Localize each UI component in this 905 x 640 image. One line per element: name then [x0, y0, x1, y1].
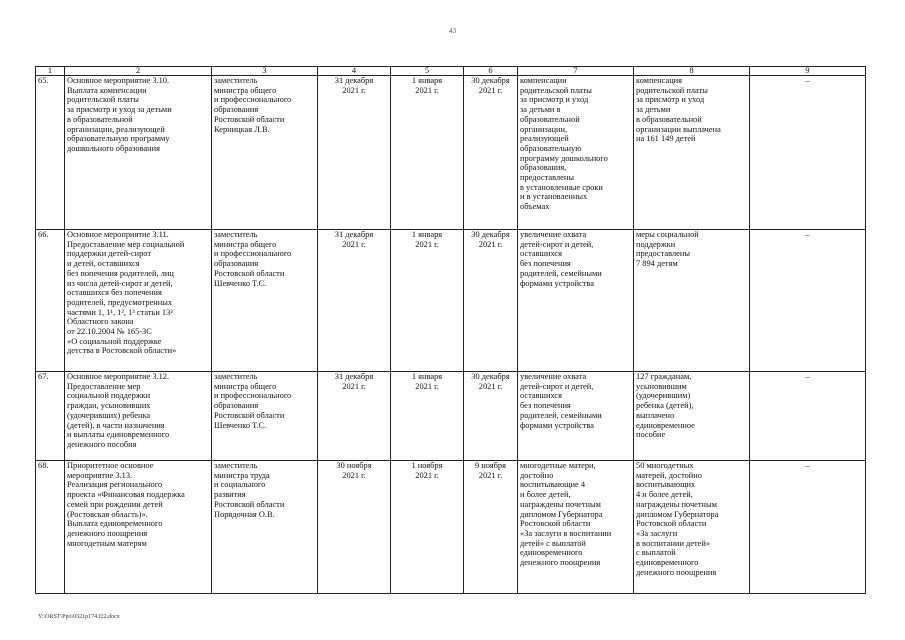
- row-number: 65.: [36, 76, 65, 230]
- note-cell: –: [750, 76, 866, 230]
- table-row: [36, 76, 866, 230]
- actual-result-cell: 50 многодетных матерей, достойно воспитывающих 4 и более детей, награждены почетным дипломом Губернатора Ростовской области «За заслуги в воспитании детей» с выплатой единовременного денежного поощрения: [634, 461, 750, 594]
- actual-result-cell: меры социальной поддержки предоставлены 7 894 детям: [634, 230, 750, 372]
- table-row: [36, 230, 866, 372]
- document-path-footer: Y:\ORST\Ppo\0321p174.f22.docx: [38, 614, 120, 620]
- column-header-8: 8: [634, 67, 750, 76]
- date-cell: 31 декабря 2021 г.: [318, 230, 391, 372]
- date-cell: 1 января 2021 г.: [391, 76, 464, 230]
- date-cell: 31 декабря 2021 г.: [318, 372, 391, 461]
- event-cell: Основное мероприятие 3.11. Предоставление мер социальной поддержки детей-сирот и детей, оставшихся без попечения родителей, лиц из числа детей-сирот и детей, оставшихся без попечения родителей, предусмотренных частями 1, 1¹, 1², 1³ статьи 13² Областного закона от 22.10.2004 № 165-ЗС «О социальной поддержке детства в Ростовской области»: [65, 230, 212, 372]
- executor-cell: заместитель министра общего и профессионального образования Ростовской области Шевченко Т.С.: [212, 372, 318, 461]
- executor-cell: заместитель министра общего и профессионального образования Ростовской области Керницкая Л.В.: [212, 76, 318, 230]
- column-header-2: 2: [65, 67, 212, 76]
- column-header-6: 6: [464, 67, 518, 76]
- header-row: [36, 67, 866, 76]
- row-number: 67.: [36, 372, 65, 461]
- date-cell: 30 декабря 2021 г.: [464, 76, 518, 230]
- date-cell: 30 декабря 2021 г.: [464, 372, 518, 461]
- actual-result-cell: 127 гражданам, усыновившим (удочерившим) ребенка (детей), выплачено единовременное пособие: [634, 372, 750, 461]
- column-header-5: 5: [391, 67, 464, 76]
- column-header-7: 7: [518, 67, 634, 76]
- note-cell: –: [750, 230, 866, 372]
- date-cell: 1 января 2021 г.: [391, 230, 464, 372]
- date-cell: 9 ноября 2021 г.: [464, 461, 518, 594]
- note-cell: –: [750, 372, 866, 461]
- date-cell: 31 декабря 2021 г.: [318, 76, 391, 230]
- executor-cell: заместитель министра общего и профессионального образования Ростовской области Шевченко Т.С.: [212, 230, 318, 372]
- event-cell: Приоритетное основное мероприятие 3.13. Реализация регионального проекта «Финансовая поддержка семей при рождении детей (Ростовская область)». Выплата единовременного денежного поощрения многодетным матерям: [65, 461, 212, 594]
- date-cell: 30 декабря 2021 г.: [464, 230, 518, 372]
- table-row: [36, 372, 866, 461]
- column-header-4: 4: [318, 67, 391, 76]
- expected-result-cell: компенсации родительской платы за присмотр и уход за детьми в образовательной организации, реализующей образовательную программу дошкольного образования, предоставлены в установленные сроки и в установленных объемах: [518, 76, 634, 230]
- date-cell: 1 января 2021 г.: [391, 372, 464, 461]
- report-table: [35, 66, 866, 594]
- expected-result-cell: увеличение охвата детей-сирот и детей, оставшихся без попечения родителей, семейными формами устройства: [518, 230, 634, 372]
- column-header-3: 3: [212, 67, 318, 76]
- expected-result-cell: увеличение охвата детей-сирот и детей, оставшихся без попечения родителей, семейными формами устройства: [518, 372, 634, 461]
- expected-result-cell: многодетные матери, достойно воспитывающие 4 и более детей, награждены почетным дипломом Губернатора Ростовской области «За заслуги в воспитании детей» с выплатой единовременного денежного поощрения: [518, 461, 634, 594]
- event-cell: Основное мероприятие 3.10. Выплата компенсации родительской платы за присмотр и уход за детьми в образовательной организации, реализующей образовательную программу дошкольного образования: [65, 76, 212, 230]
- date-cell: 1 ноября 2021 г.: [391, 461, 464, 594]
- column-header-9: 9: [750, 67, 866, 76]
- date-cell: 30 ноября 2021 г.: [318, 461, 391, 594]
- event-cell: Основное мероприятие 3.12. Предоставление мер социальной поддержки граждан, усыновивших (удочеривших) ребенка (детей), в части назначения и выплаты единовременного денежного пособия: [65, 372, 212, 461]
- page-number: 43: [449, 27, 456, 35]
- note-cell: –: [750, 461, 866, 594]
- table-row: [36, 461, 866, 594]
- executor-cell: заместитель министра труда и социального развития Ростовской области Порядочная О.В.: [212, 461, 318, 594]
- row-number: 68.: [36, 461, 65, 594]
- column-header-1: 1: [36, 67, 65, 76]
- actual-result-cell: компенсация родительской платы за присмотр и уход за детьми в образовательной организации выплачена на 161 149 детей: [634, 76, 750, 230]
- row-number: 66.: [36, 230, 65, 372]
